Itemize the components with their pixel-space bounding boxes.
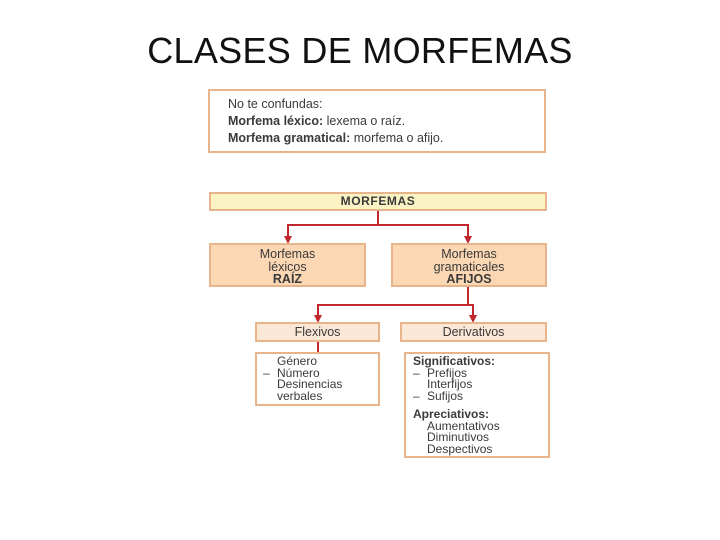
derivativos-box: Derivativos — [400, 322, 547, 342]
morfemas-root-box: MORFEMAS — [209, 192, 547, 211]
list-item — [413, 441, 548, 456]
gramaticales-line-1: Morfemas — [441, 247, 497, 261]
note-line-2-definition: lexema o raíz. — [323, 114, 406, 128]
flexivos-item-numero: Número — [277, 365, 320, 380]
significativos-item-prefijos: Prefijos — [427, 365, 468, 380]
arrow-to-lexicos — [288, 225, 378, 240]
apreciativos-item-aumentativos: Aumentativos — [427, 418, 500, 433]
list-item — [263, 388, 378, 403]
significativos-heading: Significativos: — [413, 354, 496, 368]
lexicos-line-2: léxicos — [268, 259, 307, 274]
lexicos-line-1: Morfemas — [259, 247, 316, 261]
apreciativos-item-despectivos: Despectivos — [427, 441, 493, 456]
significativos-item-sufijos: Sufijos — [427, 388, 464, 403]
lexicos-line-3: RAÍZ — [272, 272, 303, 286]
note-line-2-term: Morfema léxico: — [228, 114, 324, 128]
derivativos-list — [404, 352, 550, 458]
morfemas-gramaticales-box — [391, 243, 547, 287]
arrow-to-gramaticales — [378, 225, 468, 240]
list-item — [413, 388, 548, 403]
dash-bullet: – — [413, 388, 420, 403]
flexivos-list — [255, 352, 380, 406]
arrow-to-flexivos — [318, 305, 468, 319]
flexivos-box: Flexivos — [255, 322, 380, 342]
note-line-3-term: Morfema gramatical: — [228, 131, 351, 145]
gramaticales-line-3: AFIJOS — [446, 272, 492, 286]
note-line-3-definition: morfema o afijo. — [350, 131, 444, 145]
note-line-1: No te confundas: — [228, 97, 323, 111]
apreciativos-item-diminutivos: Diminutivos — [427, 430, 490, 444]
flexivos-item-verbales: verbales — [277, 388, 323, 403]
morfemas-lexicos-box — [209, 243, 366, 287]
significativos-item-interfijos: Interfijos — [427, 377, 473, 391]
gramaticales-line-2: gramaticales — [433, 259, 505, 274]
dash-bullet: – — [413, 365, 420, 380]
flexivos-item-desinencias: Desinencias — [277, 377, 343, 391]
flexivos-item-genero: Género — [277, 354, 318, 368]
dash-bullet: – — [263, 365, 270, 380]
arrow-to-derivativos — [468, 305, 473, 319]
slide-title: CLASES DE MORFEMAS — [147, 30, 573, 71]
apreciativos-heading: Apreciativos: — [413, 407, 490, 421]
